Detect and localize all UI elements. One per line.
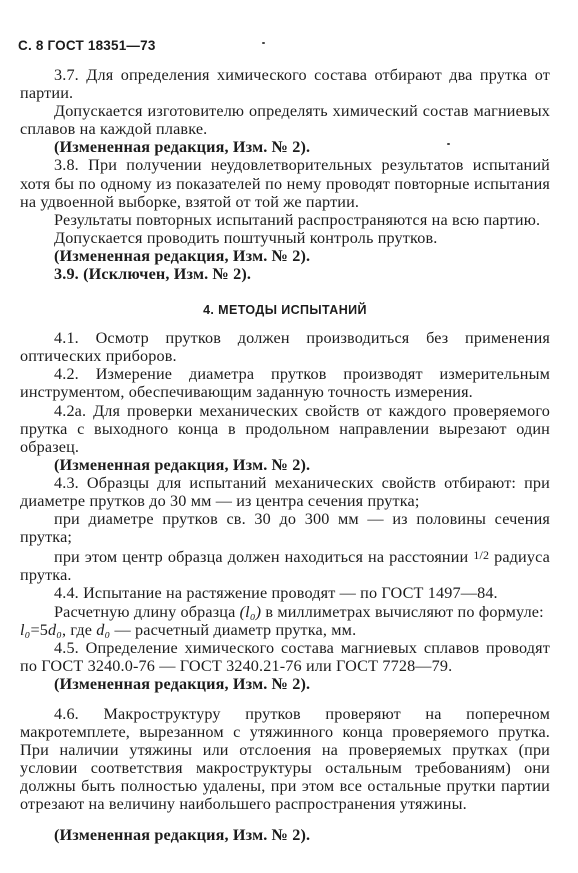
clause-4-3-center	[20, 546, 550, 584]
amendment-note: (Измененная редакция, Изм. № 2).	[54, 674, 311, 693]
page-header: С. 8 ГОСТ 18351—73	[18, 38, 156, 53]
fraction-half: 1/2	[473, 548, 490, 563]
amendment-note: (Измененная редакция, Изм. № 2).	[54, 455, 311, 474]
clause-3-9: 3.9. (Исключен, Изм. № 2).	[54, 265, 252, 284]
clause-4-2a: 4.2а. Для проверки механических свойств от каждого проверяемого прутка с выходного конца в продольном направлении вырезают один образец.	[20, 401, 550, 456]
formula-d0: d₀	[47, 620, 62, 639]
amendment-note: (Измененная редакция, Изм. № 2).	[54, 825, 311, 844]
formula-d0-def: d₀	[96, 620, 111, 639]
clause-4-2: 4.2. Измерение диаметра прутков производят измерительным инструментом, обеспечивающим заданную точность измерения.	[20, 365, 550, 402]
clause-4-3-large: при диаметре прутков св. 30 до 300 мм — из половины сечения прутка;	[20, 510, 550, 547]
clause-4-4: 4.4. Испытание на растяжение проводят — по ГОСТ 1497—84.	[54, 584, 498, 603]
clause-4-5: 4.5. Определение химического состава магниевых сплавов проводят по ГОСТ 3240.0-76 — ГОСТ 3240.21-76 или ГОСТ 7728—79.	[20, 638, 550, 675]
formula-l0: l₀	[20, 620, 31, 639]
clause-4-4-length-tail: в миллиметрах вычисляют по формуле:	[261, 602, 544, 621]
clause-4-6: 4.6. Макроструктуру прутков проверяют на поперечном макротемплете, вырезанном с утяжинного конца проверяемого прутка. При наличии утяжины или отслоения на проверяемых прутках (при условии соответствия макроструктуры остальным требованиям) они должны быть полностью удалены, при этом все остальные прутки партии отрезают на величину наибольшего распространения утяжины.	[20, 705, 550, 814]
amendment-note: (Измененная редакция, Изм. № 2).	[54, 138, 311, 157]
clause-4-1: 4.1. Осмотр прутков должен производиться без применения оптических приборов.	[20, 329, 550, 366]
clause-4-3-center-tail: радиуса прутка.	[20, 548, 550, 585]
clause-4-3: 4.3. Образцы для испытаний механических свойств отбирают: при диаметре прутков до 30 мм — из центра сечения прутка;	[20, 473, 550, 510]
clause-4-4-length-text: Расчетную длину образца	[54, 602, 240, 621]
document-body	[20, 66, 550, 844]
section-heading: 4. МЕТОДЫ ИСПЫТАНИЙ	[203, 303, 367, 318]
formula-tail: — расчетный диаметр прутка, мм.	[110, 620, 357, 639]
formula-line	[20, 621, 550, 639]
formula-where: , где	[62, 620, 97, 639]
clause-3-8: 3.8. При получении неудовлетворительных результатов испытаний хотя бы по одному из показателей по нему проводят повторные испытания на удвоенной выборке, взятой от той же партии.	[20, 156, 550, 211]
clause-3-8-note: Допускается проводить поштучный контроль прутков.	[54, 228, 438, 247]
clause-3-7: 3.7. Для определения химического состава отбирают два прутка от партии.	[20, 66, 550, 103]
clause-4-4-length	[20, 603, 550, 621]
clause-3-8-results: Результаты повторных испытаний распространяются на всю партию.	[54, 210, 541, 229]
print-speck	[262, 42, 265, 44]
clause-4-3-center-text: при этом центр образца должен находиться на расстоянии	[54, 548, 474, 567]
formula-equals: =5	[30, 620, 48, 639]
variable-l0: (l₀)	[239, 602, 262, 621]
amendment-note: (Измененная редакция, Изм. № 2).	[54, 246, 311, 265]
clause-3-7-note: Допускается изготовителю определять химический состав магниевых сплавов на каждой плавке.	[20, 102, 550, 139]
